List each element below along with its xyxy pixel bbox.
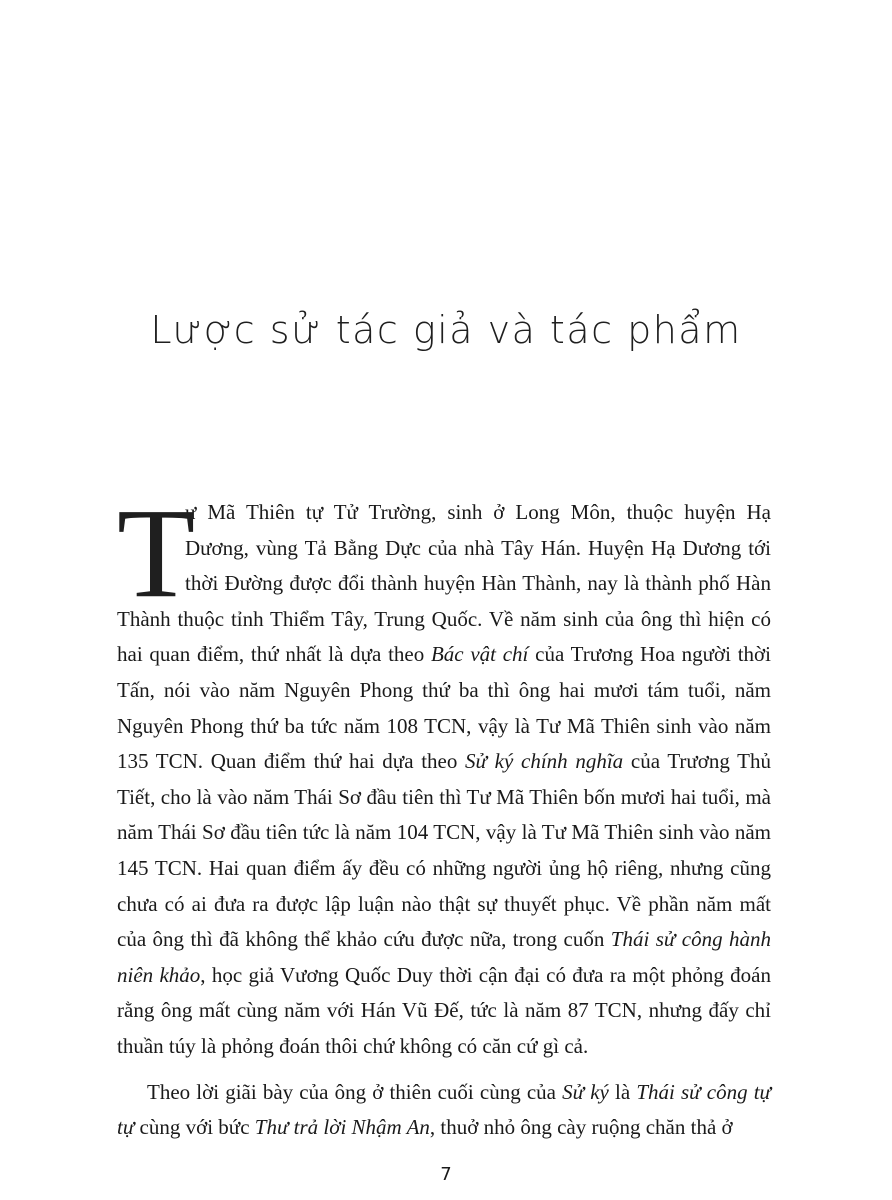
paragraph-1-text-3: của Trương Thủ Tiết, cho là vào năm Thái Sơ đầu tiên thì Tư Mã Thiên bốn mươi hai tuổi, mà năm Thái Sơ đầu tiên tức là năm 104 TCN, vậy là Tư Mã Thiên sinh vào năm 145 TCN. Hai quan điểm ấy đều có những người ủng hộ riêng, nhưng cũng chưa có ai đưa ra được lập luận nào thật sự thuyết phục. Về phần năm mất của ông thì đã không thể khảo cứu được nữa, trong cuốn [117, 749, 772, 952]
book-title-thai-su-cong-hanh-nien-khao: Thái sử công hành niên khảo [117, 927, 772, 987]
book-title-su-ky-chinh-nghia: Sử ký chính nghĩa [465, 749, 624, 774]
chapter-title: Lược sử tác giả và tác phẩm [150, 308, 742, 352]
body-text [117, 482, 772, 1146]
book-title-thu-tra-loi-nham-an: Thư trả lời Nhậm An [254, 1115, 430, 1140]
book-title-bac-vat-chi: Bác vật chí [430, 642, 529, 667]
page-number: 7 [440, 1164, 452, 1185]
paragraph-2-text-4: , thuở nhỏ ông cày ruộng chăn thả ở [429, 1115, 733, 1140]
paragraph-2-text-2: là [608, 1079, 637, 1104]
paragraph-2-text-3: cùng với bức [134, 1115, 255, 1140]
book-title-su-ky: Sử ký [562, 1079, 609, 1104]
paragraph-2 [117, 1075, 771, 1146]
paragraph-1-text-2: của Trương Hoa người thời Tấn, nói vào năm Nguyên Phong thứ ba thì ông hai mươi tám tuổi, năm Nguyên Phong thứ ba tức năm 108 TCN, vậy là Tư Mã Thiên sinh vào năm 135 TCN. Quan điểm thứ hai dựa theo [117, 642, 771, 774]
paragraph-1 [117, 482, 772, 1065]
book-title-thai-su-cong-tu-tu: Thái sử công tự tự [117, 1079, 771, 1140]
drop-cap: T [117, 482, 196, 624]
drop-cap-box [117, 482, 196, 624]
paragraph-2-text-1: Theo lời giãi bày của ông ở thiên cuối cùng của [147, 1079, 563, 1104]
paragraph-1-text-1: ư Mã Thiên tự Tử Trường, sinh ở Long Môn, thuộc huyện Hạ Dương, vùng Tả Bằng Dực của nhà Tây Hán. Huyện Hạ Dương tới thời Đường được đổi thành huyện Hàn Thành, nay là thành phố Hàn Thành thuộc tỉnh Thiểm Tây, Trung Quốc. Về năm sinh của ông thì hiện có hai quan điểm, thứ nhất là dựa theo [117, 500, 771, 667]
paragraph-1-text-4: , học giả Vương Quốc Duy thời cận đại có đưa ra một phỏng đoán rằng ông mất cùng năm với Hán Vũ Đế, tức là năm 87 TCN, nhưng đấy chỉ thuần túy là phỏng đoán thôi chứ không có căn cứ gì cả. [117, 962, 771, 1058]
